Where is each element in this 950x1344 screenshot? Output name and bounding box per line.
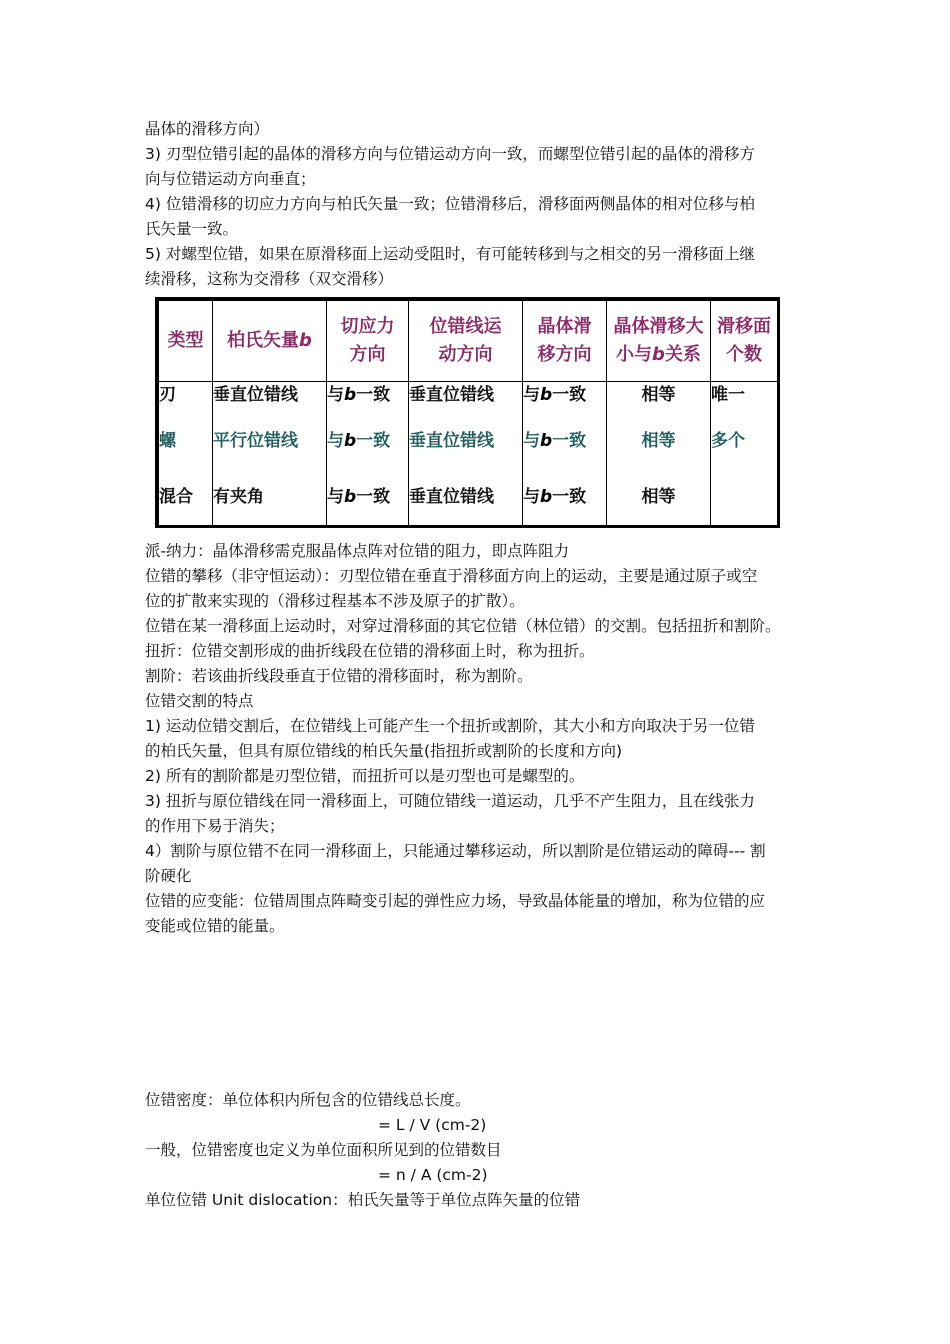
text-line: 晶体的滑移方向）	[145, 120, 270, 138]
cell-type: 螺	[159, 416, 213, 466]
cell-stress: 与b一致	[327, 382, 409, 416]
cell-type: 混合	[159, 466, 213, 525]
cell-planes: 唯一	[711, 382, 778, 416]
text-line: 1) 运动位错交割后，在位错线上可能产生一个扭折或割阶，其大小和方向取决于另一位错	[145, 717, 755, 735]
text-line: 位错在某一滑移面上运动时，对穿过滑移面的其它位错（林位错）的交割。包括扭折和割阶。	[145, 617, 781, 635]
cell-line: 垂直位错线	[409, 382, 523, 416]
cell-magnitude: 相等	[607, 466, 711, 525]
table-row	[159, 382, 778, 416]
text-line: 位错的攀移（非守恒运动）：刃型位错在垂直于滑移面方向上的运动，主要是通过原子或空	[145, 567, 758, 585]
formula-density-volume: = L / V (cm-2)	[378, 1116, 487, 1134]
cell-line: 垂直位错线	[409, 466, 523, 525]
text-line: 2) 所有的割阶都是刃型位错，而扭折可以是刃型也可是螺型的。	[145, 767, 585, 785]
dislocation-table	[155, 297, 780, 528]
header-slip-direction: 晶体滑 移方向	[523, 301, 607, 382]
text-line: 的作用下易于消失；	[145, 817, 285, 835]
header-type: 类型	[159, 301, 213, 382]
table-row	[159, 466, 778, 525]
cell-slip: 与b一致	[523, 416, 607, 466]
text-line: 3) 扭折与原位错线在同一滑移面上，可随位错线一道运动，几乎不产生阻力，且在线张力	[145, 792, 755, 810]
text-line: 向与位错运动方向垂直；	[145, 170, 316, 188]
text-line: 的柏氏矢量，但具有原位错线的柏氏矢量(指扭折或割阶的长度和方向)	[145, 742, 623, 760]
header-stress: 切应力 方向	[327, 301, 409, 382]
cell-burgers: 有夹角	[213, 466, 327, 525]
density-definition: 位错密度：单位体积内所包含的位错线总长度。	[145, 1091, 471, 1109]
density-alternative: 一般，位错密度也定义为单位面积所见到的位错数目	[145, 1141, 502, 1159]
text-line: 派-纳力：晶体滑移需克服晶体点阵对位错的阻力，即点阵阻力	[145, 542, 570, 560]
cell-slip: 与b一致	[523, 382, 607, 416]
text-line: 割阶：若该曲折线段垂直于位错的滑移面时，称为割阶。	[145, 667, 533, 685]
header-slip-planes: 滑移面 个数	[711, 301, 778, 382]
header-slip-magnitude: 晶体滑移大 小与b关系	[607, 301, 711, 382]
text-line: 4) 位错滑移的切应力方向与柏氏矢量一致；位错滑移后，滑移面两侧晶体的相对位移与柏	[145, 195, 755, 213]
text-line: 氏矢量一致。	[145, 220, 239, 238]
text-line: 5) 对螺型位错，如果在原滑移面上运动受阻时，有可能转移到与之相交的另一滑移面上继	[145, 245, 755, 263]
cell-magnitude: 相等	[607, 382, 711, 416]
text-line: 扭折：位错交割形成的曲折线段在位错的滑移面上时，称为扭折。	[145, 642, 595, 660]
cell-planes	[711, 466, 778, 525]
text-line: 4）割阶与原位错不在同一滑移面上，只能通过攀移运动，所以割阶是位错运动的障碍--- 割	[145, 842, 766, 860]
cell-magnitude: 相等	[607, 416, 711, 466]
cell-planes: 多个	[711, 416, 778, 466]
text-line: 阶硬化	[145, 867, 192, 885]
cell-stress: 与b一致	[327, 416, 409, 466]
table-header-row	[159, 301, 778, 382]
cell-stress: 与b一致	[327, 466, 409, 525]
text-line: 位的扩散来实现的（滑移过程基本不涉及原子的扩散）。	[145, 592, 525, 610]
cell-type: 刃	[159, 382, 213, 416]
text-line: 位错交割的特点	[145, 692, 254, 710]
cell-slip: 与b一致	[523, 466, 607, 525]
header-line-motion: 位错线运 动方向	[409, 301, 523, 382]
text-line: 位错的应变能：位错周围点阵畸变引起的弹性应力场，导致晶体能量的增加，称为位错的应	[145, 892, 766, 910]
text-line: 变能或位错的能量。	[145, 917, 285, 935]
cell-burgers: 平行位错线	[213, 416, 327, 466]
header-burgers: 柏氏矢量b	[213, 301, 327, 382]
cell-burgers: 垂直位错线	[213, 382, 327, 416]
text-line: 续滑移，这称为交滑移（双交滑移）	[145, 270, 394, 288]
unit-dislocation-definition: 单位位错 Unit dislocation：柏氏矢量等于单位点阵矢量的位错	[145, 1191, 581, 1209]
formula-density-area: = n / A (cm-2)	[378, 1166, 488, 1184]
table-row	[159, 416, 778, 466]
cell-line: 垂直位错线	[409, 416, 523, 466]
text-line: 3) 刃型位错引起的晶体的滑移方向与位错运动方向一致，而螺型位错引起的晶体的滑移方	[145, 145, 755, 163]
